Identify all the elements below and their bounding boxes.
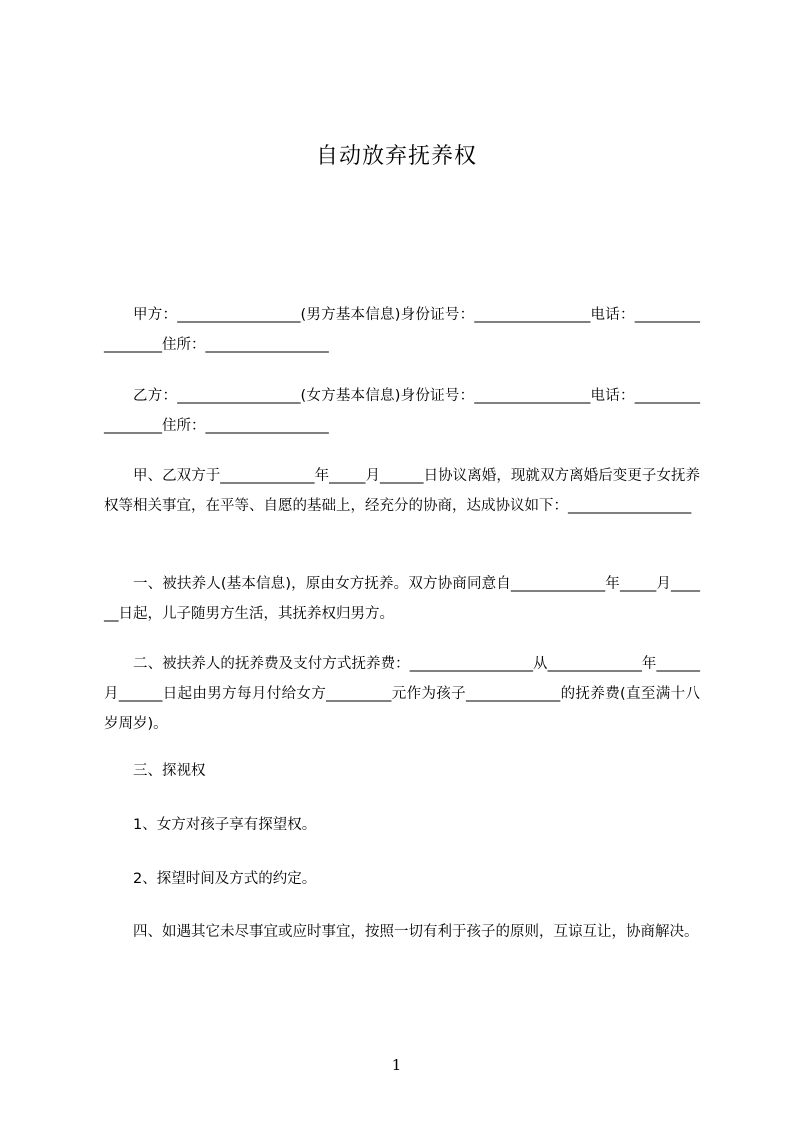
paragraph-visitation-item-2: 2、探望时间及方式的约定。: [133, 870, 317, 887]
paragraph-clause-visitation-heading: 三、探视权: [133, 762, 206, 779]
page-number: 1: [391, 1056, 402, 1074]
paragraph-clause-support-fee: 二、被扶养人的抚养费及支付方式抚养费：_________________从_____________年______月______日起由男方每月付给女方_________元作为孩子_____________的抚养费(直至满十八岁周岁)。: [104, 655, 700, 732]
paragraph-clause-custody: 一、被扶养人(基本信息)，原由女方抚养。双方协商同意自_____________年_____月______日起，儿子随男方生活，其抚养权归男方。: [104, 575, 700, 622]
paragraph-clause-other-matters: 四、如遇其它未尽事宜或应时事宜，按照一切有利于孩子的原则，互谅互让，协商解决。: [133, 923, 699, 940]
paragraph-party-a: 甲方：_________________(男方基本信息)身份证号：________________电话：_________________住所：_________________: [104, 306, 700, 353]
paragraph-visitation-item-1: 1、女方对孩子享有探望权。: [133, 816, 317, 833]
paragraph-agreement-intro: 甲、乙双方于_____________年_____月______日协议离婚，现就双方离婚后变更子女抚养权等相关事宜，在平等、自愿的基础上，经充分的协商，达成协议如下：_________________: [104, 467, 700, 514]
page-title: 自动放弃抚养权: [315, 144, 477, 169]
paragraph-party-b: 乙方：_________________(女方基本信息)身份证号：________________电话：_________________住所：_________________: [104, 387, 700, 434]
